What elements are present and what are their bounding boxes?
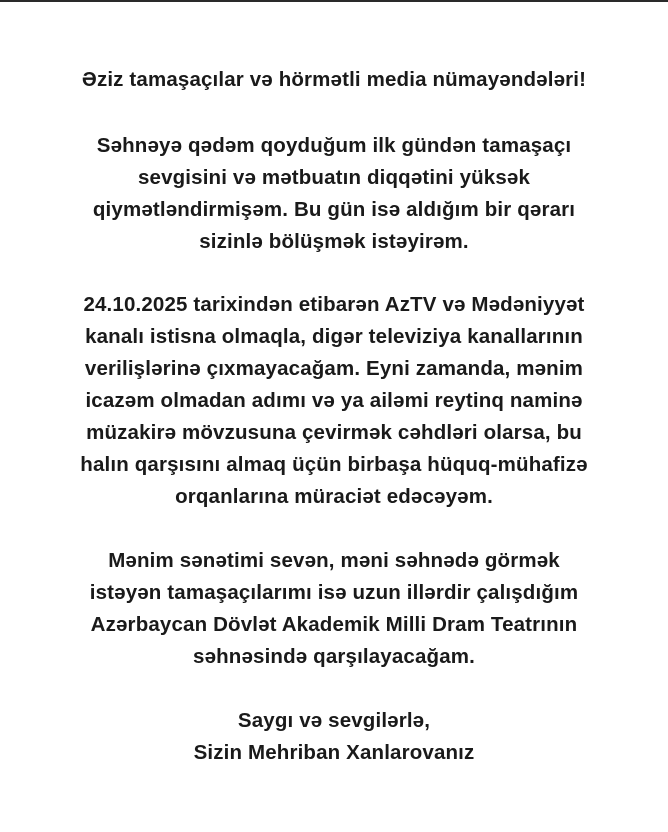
- paragraph-line: istəyən tamaşaçılarımı isə uzun illərdir çalışdığım: [89, 581, 579, 604]
- letter-signature: Sizin Mehriban Xanlarovanız: [193, 741, 475, 764]
- paragraph-line: 24.10.2025 tarixindən etibarən AzTV və Mədəniyyət: [83, 293, 585, 316]
- letter-greeting: Əziz tamaşaçılar və hörmətli media nümayəndələri!: [81, 68, 587, 91]
- paragraph-line: orqanlarına müraciət edəcəyəm.: [175, 485, 493, 508]
- paragraph-line: səhnəsində qarşılayacağam.: [193, 645, 475, 668]
- paragraph-line: Səhnəyə qədəm qoyduğum ilk gündən tamaşaçı: [96, 134, 572, 157]
- top-border: [0, 0, 668, 2]
- paragraph-line: sevgisini və mətbuatın diqqətini yüksək: [137, 166, 531, 189]
- letter-closing: Saygı və sevgilərlə,: [237, 709, 431, 732]
- paragraph-line: kanalı istisna olmaqla, digər televiziya kanallarının: [85, 325, 583, 348]
- paragraph-line: sizinlə bölüşmək istəyirəm.: [199, 230, 469, 253]
- paragraph-line: halın qarşısını almaq üçün birbaşa hüquq-mühafizə: [80, 453, 588, 476]
- paragraph-line: qiymətləndirmişəm. Bu gün isə aldığım bir qərarı: [92, 198, 576, 221]
- paragraph-line: icazəm olmadan adımı və ya ailəmi reytinq naminə: [85, 389, 583, 412]
- paragraph-line: Mənim sənətimi sevən, məni səhnədə görmək: [108, 549, 560, 572]
- paragraph-line: müzakirə mövzusuna çevirmək cəhdləri olarsa, bu: [86, 421, 582, 444]
- paragraph-line: verilişlərinə çıxmayacağam. Eyni zamanda, mənim: [84, 357, 584, 380]
- paragraph-line: Azərbaycan Dövlət Akademik Milli Dram Teatrının: [90, 613, 578, 636]
